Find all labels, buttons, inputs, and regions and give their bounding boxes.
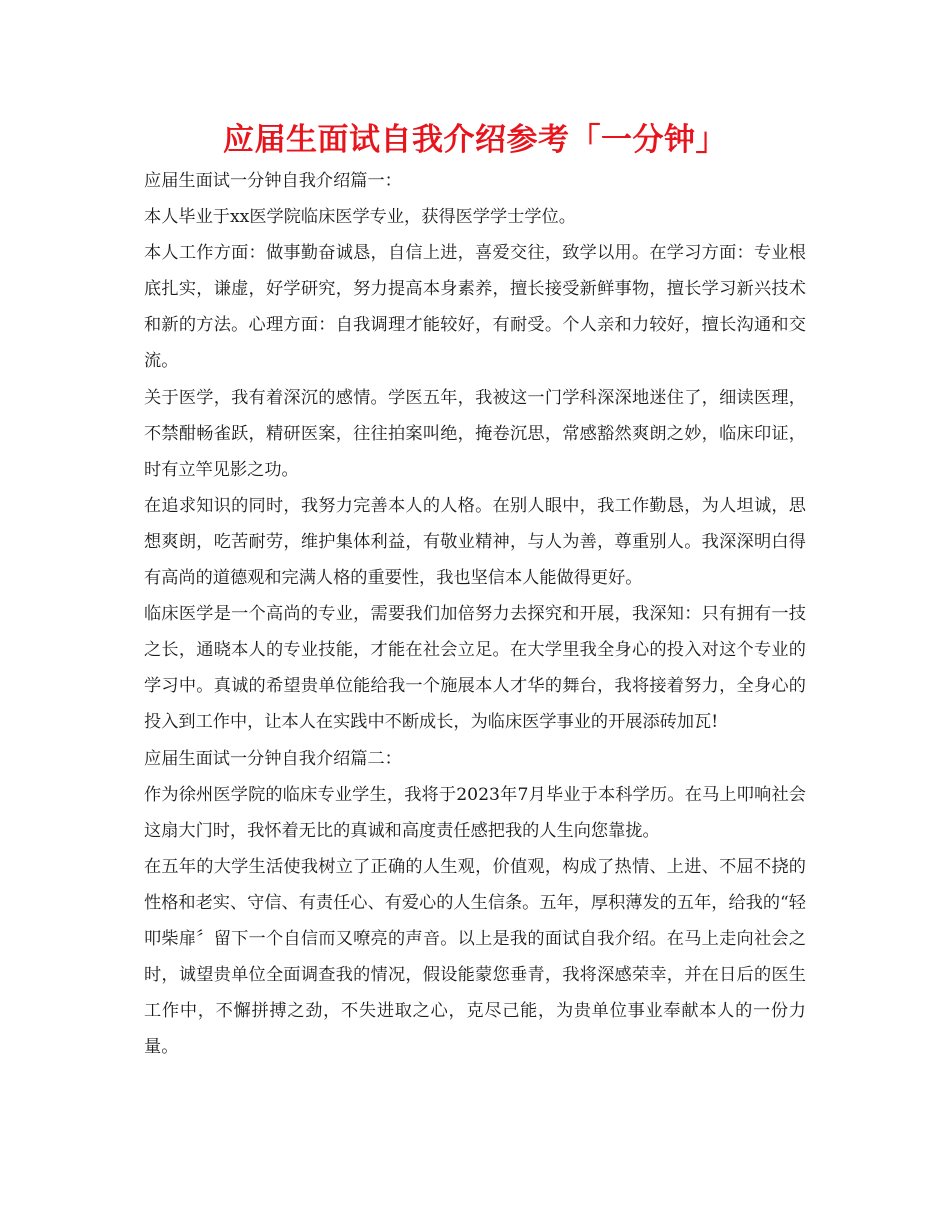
- paragraph-section-heading-1: 应届生面试一分钟自我介绍篇一：: [144, 171, 402, 191]
- paragraph: 作为徐州医学院的临床专业学生，我将于2023年7月毕业于本科学历。在马上叩响社会这扇大门时，我怀着无比的真诚和高度责任感把我的人生向您靠拢。: [144, 784, 806, 841]
- paragraph: 临床医学是一个高尚的专业，需要我们加倍努力去探究和开展，我深知：只有拥有一技之长，通晓本人的专业技能，才能在社会立足。在大学里我全身心的投入对这个专业的学习中。真诚的希望贵单位能给我一个施展本人才华的舞台，我将接着努力，全身心的投入到工作中，让本人在实践中不断成长，为临床医学事业的开展添砖加瓦!: [144, 604, 806, 733]
- paragraph: 在追求知识的同时，我努力完善本人的人格。在别人眼中，我工作勤恳，为人坦诚，思想爽朗，吃苦耐劳，维护集体利益，有敬业精神，与人为善，尊重别人。我深深明白得有高尚的道德观和完满人格的重要性，我也坚信本人能做得更好。: [144, 495, 806, 589]
- paragraph-section-heading-2: 应届生面试一分钟自我介绍篇二：: [144, 748, 402, 769]
- paragraph: 关于医学，我有着深沉的感情。学医五年，我被这一门学科深深地迷住了，细读医理，不禁酣畅雀跃，精研医案，往往拍案叫绝，掩卷沉思，常感豁然爽朗之妙，临床印证，时有立竿见影之功。: [144, 387, 806, 480]
- document-title: 应届生面试自我介绍参考「一分钟」: [223, 122, 727, 158]
- paragraph: 本人毕业于xx医学院临床医学专业，获得医学学士学位。: [144, 207, 576, 228]
- paragraph: 在五年的大学生活使我树立了正确的人生观，价值观，构成了热情、上进、不屈不挠的性格和老实、守信、有责任心、有爱心的人生信条。五年，厚积薄发的五年，给我的“轻叩柴扉〞留下一个自信而又嘹亮的声音。以上是我的面试自我介绍。在马上走向社会之时，诚望贵单位全面调查我的情况，假设能蒙您垂青，我将深感荣幸，并在日后的医生工作中，不懈拼搏之劲，不失进取之心，克尽己能，为贵单位事业奉献本人的一份力量。: [144, 856, 806, 1058]
- paragraph: 本人工作方面：做事勤奋诚恳，自信上进，喜爱交往，致学以用。在学习方面：专业根底扎实，谦虚，好学研究，努力提高本身素养，擅长接受新鲜事物，擅长学习新兴技术和新的方法。心理方面：自我调理才能较好，有耐受。个人亲和力较好，擅长沟通和交流。: [144, 243, 806, 372]
- document-body: [144, 163, 806, 1065]
